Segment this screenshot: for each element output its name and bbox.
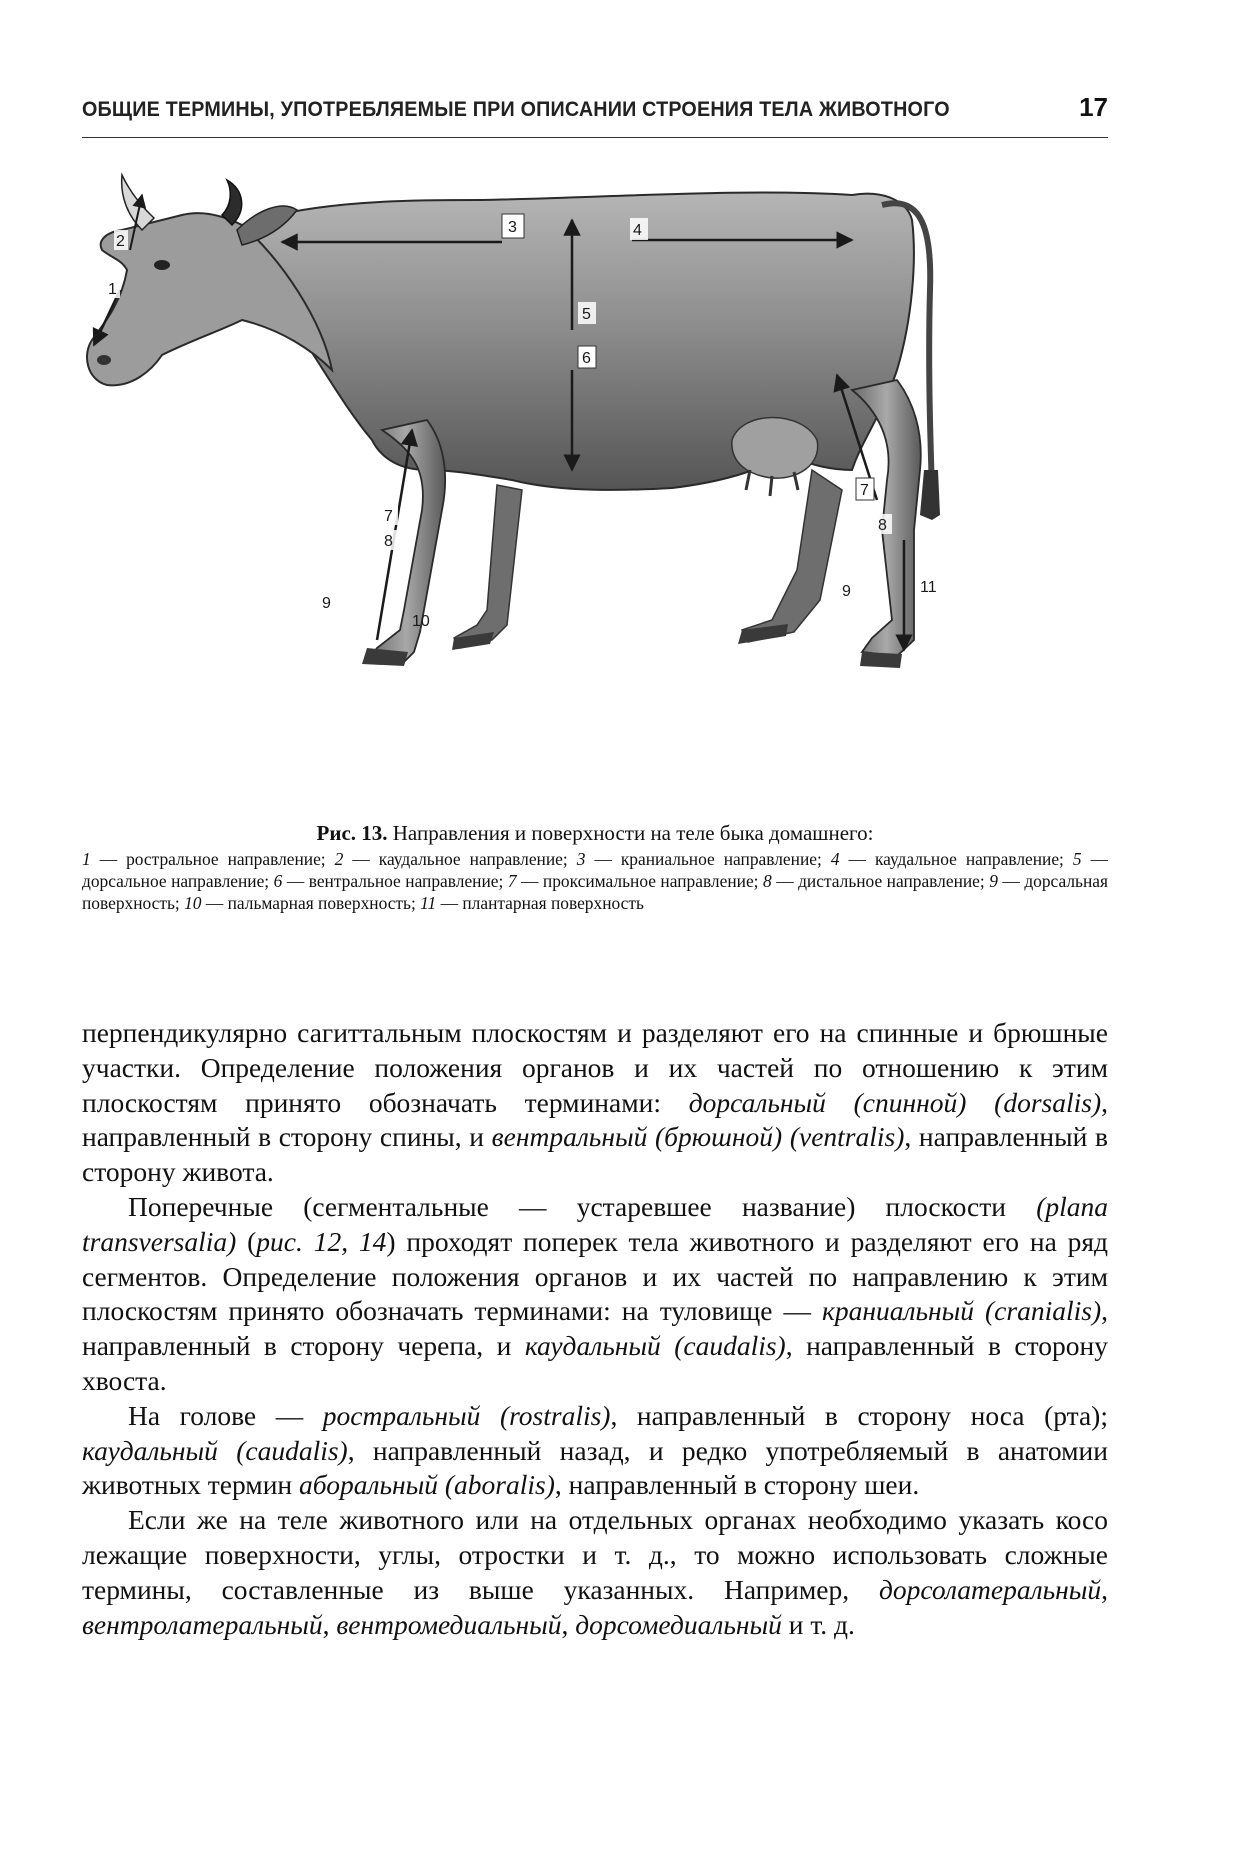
paragraph-2: Поперечные (сегментальные — устаревшее название) плоскости (plana transversalia) (рис. 12, 14) проходят поперек тела животного и разделяют его на ряд сегментов. Определение положения органов и их частей по направлению к этим плоскостям принято обозначать терминами: на туловище — краниальный (cranialis), направленный в сторону черепа, и каудальный (caudalis), направленный в сторону хвоста. [82, 1190, 1108, 1396]
label-11: 11 [920, 579, 937, 596]
legend-text: дистальное направление; [798, 871, 985, 891]
legend-num: 5 [1072, 849, 1082, 869]
body-text [82, 1016, 1108, 1642]
caption-label: Рис. 13. [316, 821, 388, 845]
running-title: ОБЩИЕ ТЕРМИНЫ, УПОТРЕБЛЯЕМЫЕ ПРИ ОПИСАНИИ СТРОЕНИЯ ТЕЛА ЖИВОТНОГО [82, 98, 950, 121]
label-3: 3 [508, 219, 517, 236]
legend-text: плантарная поверхность [462, 893, 644, 913]
udder [732, 418, 818, 479]
legend-text: каудальное направление; [874, 849, 1064, 869]
legend-num: 6 [273, 871, 283, 891]
legend-num: 8 [763, 871, 772, 891]
legend-text: краниальное направление; [620, 849, 822, 869]
legend-text: дорсальное направление; [82, 871, 270, 891]
label-9-hind: 9 [842, 583, 851, 600]
legend-num: 10 [184, 893, 202, 913]
figure-caption [82, 822, 1108, 914]
legend-num: 7 [507, 871, 517, 891]
label-10: 10 [412, 613, 430, 630]
horn-left [122, 175, 154, 230]
legend-text: вентральное направление; [308, 871, 504, 891]
label-5: 5 [582, 306, 591, 323]
paragraph-3: На голове — ростральный (rostralis), направленный в сторону носа (рта); каудальный (caudalis), направленный назад, и редко употребляемый в анатомии животных термин аборальный (aboralis), направленный в сторону шеи. [82, 1399, 1108, 1501]
label-7-hind: 7 [860, 482, 869, 499]
legend-text: каудальное направление; [378, 849, 568, 869]
far-foreleg [454, 485, 522, 648]
label-6: 6 [582, 350, 591, 367]
figure-cow-directions [82, 170, 1108, 810]
label-8-fore: 8 [384, 533, 393, 550]
label-7-fore: 7 [384, 508, 393, 525]
label-4: 4 [633, 222, 642, 239]
legend-num: 2 [334, 849, 344, 869]
label-2: 2 [116, 233, 125, 250]
paragraph-4: Если же на теле животного или на отдельных органах необходимо указать косо лежащие поверхности, углы, отростки и т. д., то можно использовать сложные термины, составленные из выше указанных. Например, дорсолатеральный, вентролатеральный, вентромедиальный, дорсомедиальный и т. д. [82, 1504, 1108, 1640]
legend-text: пальмарная поверхность; [227, 893, 416, 913]
legend-num: 1 [82, 849, 91, 869]
running-head [82, 92, 1108, 138]
caption-title [82, 822, 1108, 844]
page-number: 17 [1079, 92, 1108, 122]
legend-text: ростральное направление; [126, 849, 326, 869]
far-hindleg [742, 470, 842, 642]
legend-num: 4 [830, 849, 840, 869]
label-9-fore: 9 [322, 595, 331, 612]
legend-text: дорсальная поверхность; [82, 871, 1108, 913]
horn-right [222, 180, 242, 225]
paragraph-1: перпендикулярно сагиттальным плоскостям и разделяют его на спинные и брюшные участки. Определение положения органов и их частей по отношению к этим плоскостям принято обозначать терминами: дорсальный (спинной) (dorsalis), направленный в сторону спины, и вентральный (брюшной) (ventralis), направленный в сторону живота. [82, 1017, 1109, 1188]
label-8-hind: 8 [878, 517, 887, 534]
label-1: 1 [108, 281, 117, 298]
cow-illustration [82, 170, 1108, 810]
caption-legend: 1 — ростральное направление; 2 — каудальное направление; 3 — краниальное направление; 4 — каудальное направление; 5 — дорсальное направление; 6 — вентральное направление; 7 — проксимальное направление; 8 — дистальное направление; 9 — дорсальная поверхность; 10 — пальмарная поверхность; 11 — плантарная поверхность [82, 849, 1109, 913]
legend-text: проксимальное направление; [542, 871, 759, 891]
legend-num: 11 [420, 893, 437, 913]
caption-title-text: Направления и поверхности на теле быка домашнего: [392, 821, 874, 845]
legend-num: 9 [989, 871, 998, 891]
legend-num: 3 [576, 849, 586, 869]
